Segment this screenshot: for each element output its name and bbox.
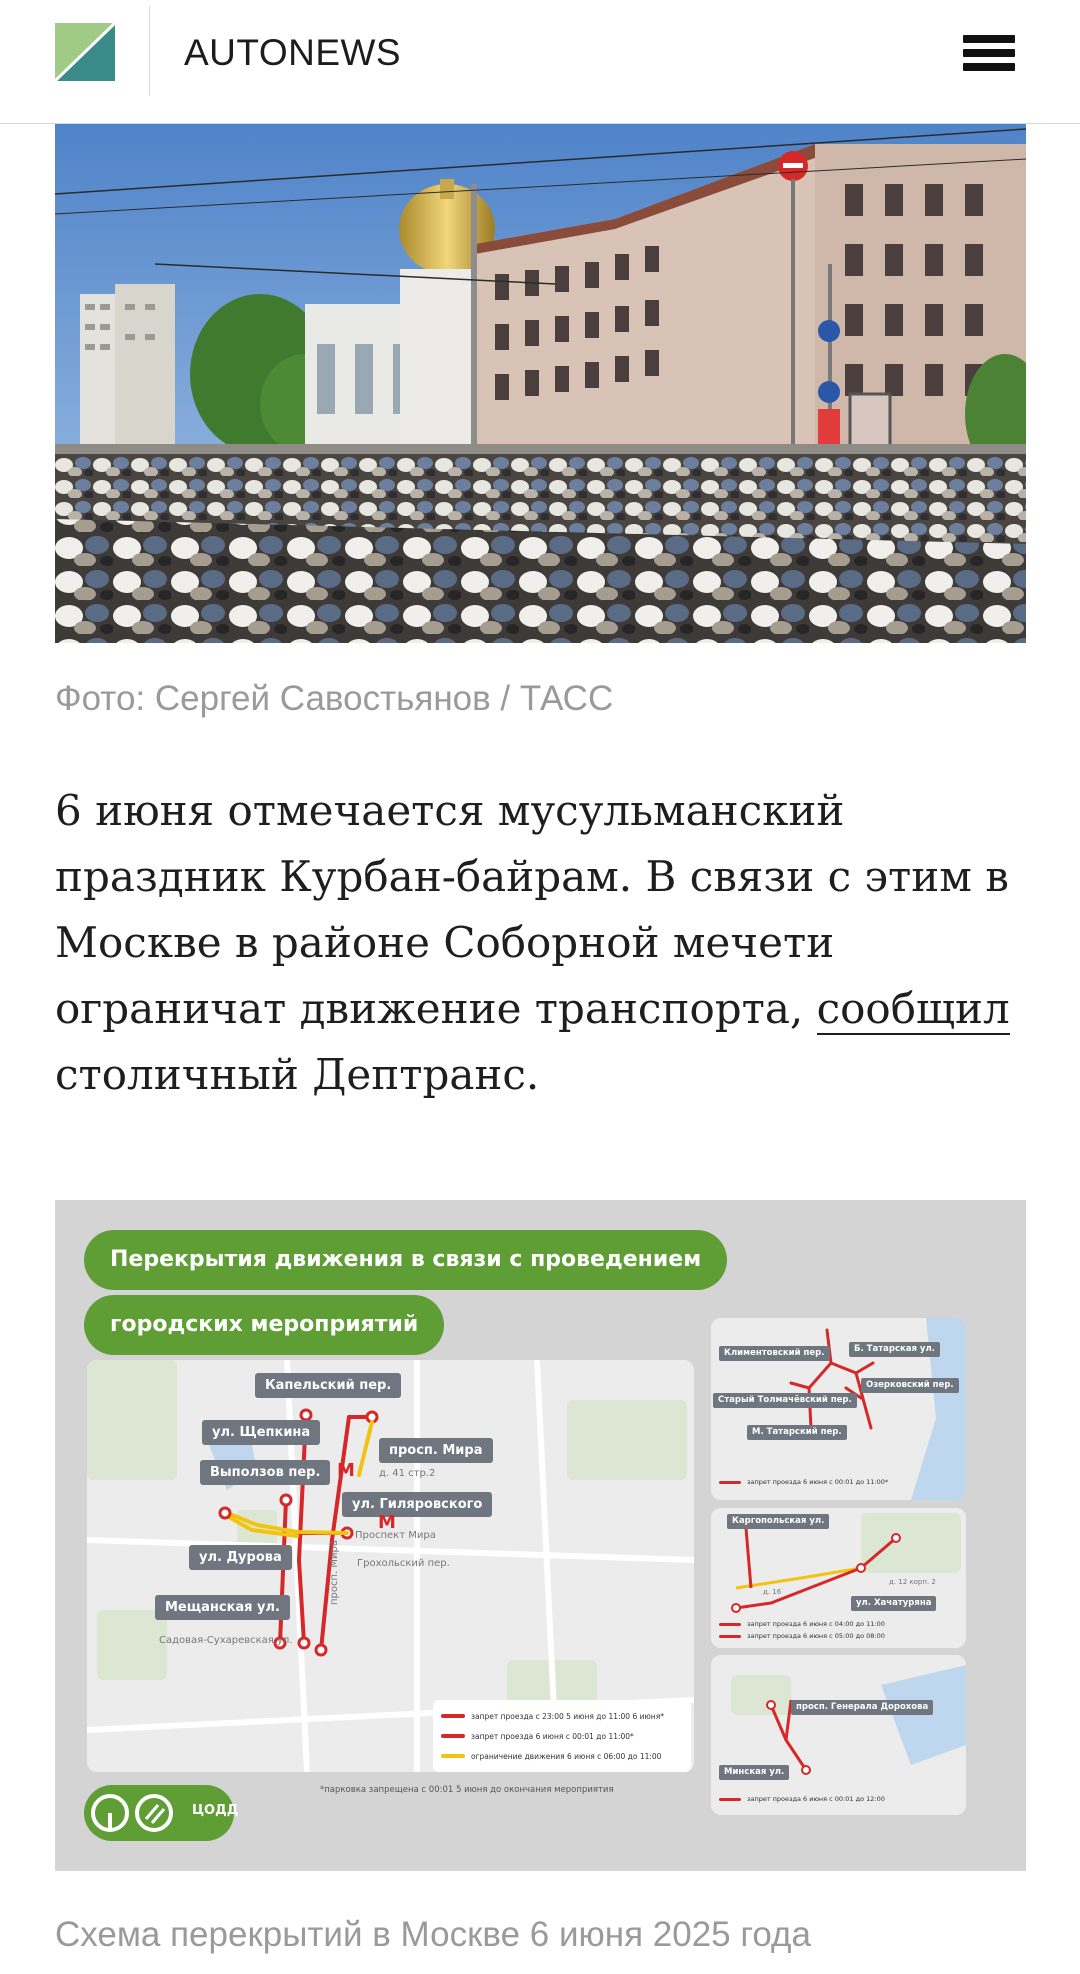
address-label: д. 41 стр.2: [379, 1468, 436, 1479]
legend-text: запрет проезда 6 июня с 00:01 до 12:00: [747, 1795, 885, 1803]
source-link[interactable]: сообщил: [816, 984, 1010, 1033]
inset2-legend: [719, 1632, 885, 1640]
hamburger-menu-icon[interactable]: [963, 35, 1015, 77]
metro-icon: М: [378, 1512, 396, 1533]
inset1-label: М. Татарский пер.: [747, 1425, 847, 1440]
legend-red-line: [719, 1481, 741, 1484]
inset-map-2: [711, 1508, 966, 1648]
inset2-small: д. 16: [763, 1588, 782, 1596]
map-title-line1: Перекрытия движения в связи с проведением: [84, 1230, 727, 1290]
article-lead: [55, 778, 1026, 1108]
label-durova: ул. Дурова: [189, 1545, 292, 1570]
inset1-label: Б. Татарская ул.: [849, 1342, 940, 1357]
legend-red-line: [441, 1734, 465, 1738]
legend-row: [441, 1706, 683, 1726]
sadovaya-label: Садовая-Сухаревская ул.: [159, 1635, 293, 1646]
legend-text: запрет проезда 6 июня с 00:01 до 11:00*: [747, 1478, 889, 1486]
codd-logo: [84, 1785, 239, 1841]
legend-text: запрет проезда с 23:00 5 июня до 11:00 6 июня*: [471, 1711, 664, 1721]
legend-text: запрет проезда 6 июня с 00:01 до 11:00*: [471, 1731, 634, 1741]
inset3-legend: [719, 1795, 885, 1803]
inset1-legend: [719, 1478, 888, 1486]
article-photo: [55, 124, 1026, 643]
label-vypolzov: Выползов пер.: [200, 1460, 330, 1485]
metro-icon: М: [337, 1460, 355, 1481]
legend-red-line: [719, 1635, 741, 1638]
inset2-small: д. 12 корп. 2: [889, 1578, 936, 1586]
station-label: Проспект Мира: [355, 1530, 436, 1541]
inset3-label: Минская ул.: [719, 1765, 789, 1780]
inset1-label: Озерковский пер.: [861, 1378, 959, 1393]
map-legend: [433, 1700, 691, 1772]
map-caption: Схема перекрытий в Москве 6 июня 2025 года: [55, 1915, 811, 1954]
legend-row: [441, 1726, 683, 1746]
legend-text: запрет проезда 6 июня с 05:00 до 08:00: [747, 1632, 885, 1640]
inset2-legend: [719, 1620, 885, 1628]
codd-label: ЦОДД: [192, 1803, 239, 1818]
legend-red-line: [441, 1714, 465, 1718]
legend-red-line: [719, 1798, 741, 1801]
label-meshchanskaya: Мещанская ул.: [155, 1595, 290, 1620]
inset-map-1: [711, 1318, 966, 1500]
label-prosp-mira: просп. Мира: [379, 1438, 493, 1463]
parking-footnote: *парковка запрещена с 00:01 5 июня до окончания мероприятия: [320, 1785, 614, 1795]
inset2-label: Каргопольская ул.: [727, 1514, 829, 1529]
site-header: [0, 0, 1080, 124]
legend-text: ограничение движения 6 июня с 06:00 до 11:00: [471, 1751, 662, 1761]
codd-logo-icon: [84, 1785, 184, 1841]
brand-name[interactable]: AUTONEWS: [184, 32, 402, 73]
header-divider: [149, 6, 150, 96]
label-kapelsky: Капельский пер.: [255, 1373, 401, 1398]
legend-text: запрет проезда 6 июня с 04:00 до 11:00: [747, 1620, 885, 1628]
autonews-logo-icon[interactable]: [55, 23, 115, 81]
lead-text-part1: 6 июня отмечается мусульманский праздник Курбан-байрам. В связи с этим в Москве в районе Соборной мечети ограничат движение транспорта,: [55, 786, 1009, 1033]
inset3-label: просп. Генерала Дорохова: [791, 1700, 933, 1715]
trokholny-label: Грохольский пер.: [357, 1558, 450, 1569]
inset-map-3: [711, 1655, 966, 1815]
inset1-label: Климентовский пер.: [719, 1346, 830, 1361]
label-gilyarovskogo: ул. Гиляровского: [342, 1492, 492, 1517]
inset2-label: ул. Хачатуряна: [851, 1596, 936, 1611]
photo-caption: Фото: Сергей Савостьянов / ТАСС: [55, 679, 614, 718]
legend-red-line: [719, 1623, 741, 1626]
map-title-line2: городских мероприятий: [84, 1295, 444, 1355]
inset1-label: Старый Толмачёвский пер.: [713, 1393, 857, 1408]
legend-row: [441, 1746, 683, 1766]
prosp-mira-vertical-label: просп. Мира: [329, 1540, 340, 1605]
legend-yellow-line: [441, 1754, 465, 1758]
road-closure-map: [55, 1200, 1026, 1871]
lead-text-part2: столичный Дептранс.: [55, 1050, 540, 1099]
label-schepkina: ул. Щепкина: [202, 1420, 320, 1445]
